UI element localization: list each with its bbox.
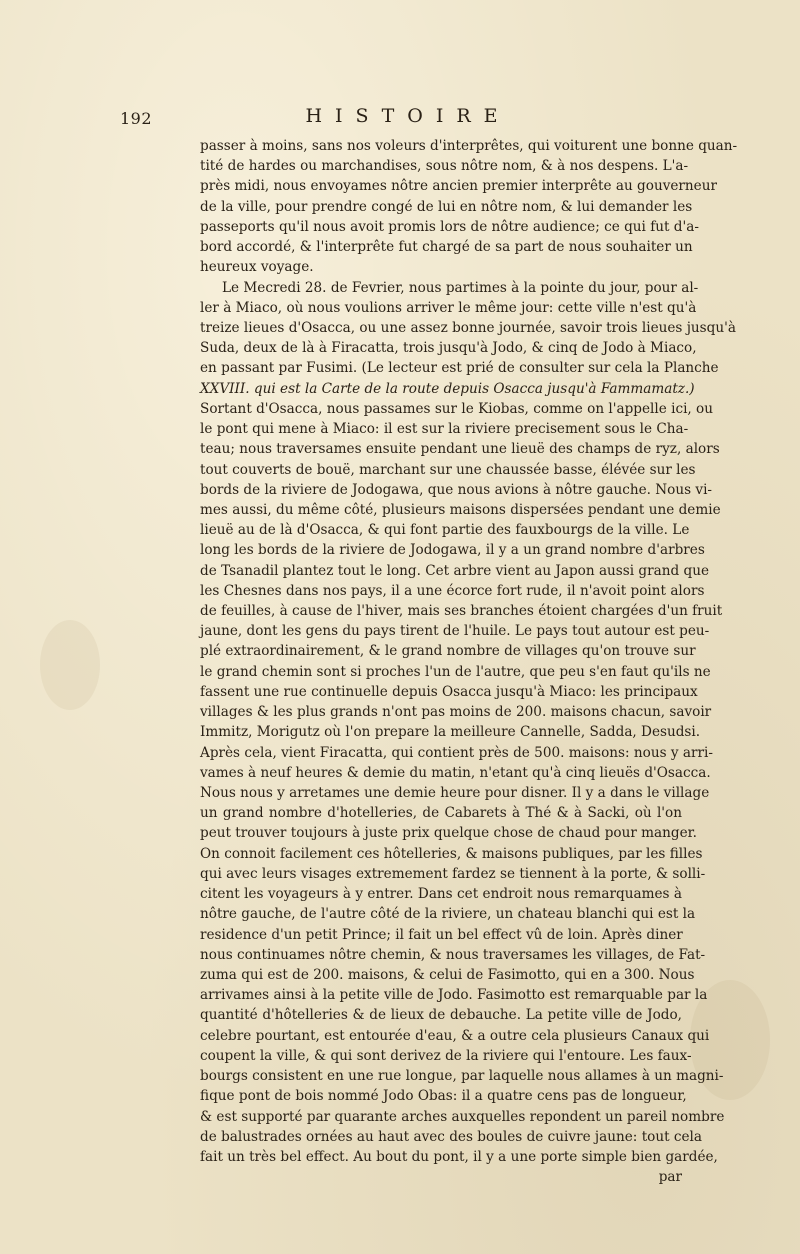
text-line: arrivames ainsi à la petite ville de Jodo. Fasimotto est remarquable par la bbox=[200, 987, 708, 1004]
text-line: tout couverts de bouë, marchant sur une chaussée basse, élévée sur les bbox=[200, 461, 696, 478]
text-line: Le Mecredi 28. de Fevrier, nous partimes à la pointe du jour, pour al- bbox=[222, 279, 699, 296]
text-line: residence d'un petit Prince; il fait un bel effect vû de loin. Après diner bbox=[200, 926, 683, 943]
text-line: teau; nous traversames ensuite pendant une lieuë des champs de ryz, alors bbox=[200, 441, 720, 458]
text-line: Sortant d'Osacca, nous passames sur le Kiobas, comme on l'appelle ici, ou bbox=[200, 400, 713, 417]
text-line: zuma qui est de 200. maisons, & celui de Fasimotto, qui en a 300. Nous bbox=[200, 966, 695, 983]
text-line: mes aussi, du même côté, plusieurs maisons dispersées pendant une demie bbox=[200, 501, 721, 518]
text-line: Nous nous y arretames une demie heure pour disner. Il y a dans le village bbox=[200, 785, 710, 801]
text-line: ler à Miaco, où nous voulions arriver le même jour: cette ville n'est qu'à bbox=[200, 299, 697, 316]
text-line: fique pont de bois nommé Jodo Obas: il a quatre cens pas de longueur, bbox=[200, 1088, 687, 1105]
text-line: tité de hardes ou marchandises, sous nôtre nom, & à nos despens. L'a- bbox=[200, 158, 689, 175]
text-line: de Tsanadil plantez tout le long. Cet arbre vient au Japon aussi grand que bbox=[200, 562, 710, 579]
running-title: HISTOIRE bbox=[305, 105, 511, 127]
text-line: de feuilles, à cause de l'hiver, mais ses branches étoient chargées d'un fruit bbox=[200, 603, 723, 620]
text-line: bords de la riviere de Jodogawa, que nous avions à nôtre gauche. Nous vi- bbox=[200, 481, 713, 498]
text-line: en passant par Fusimi. (Le lecteur est prié de consulter sur cela la Planche bbox=[200, 360, 719, 377]
text-line: On connoit facilement ces hôtelleries, & maisons publiques, par les filles bbox=[200, 845, 703, 862]
text-line: qui avec leurs visages extremement fardez se tiennent à la porte, & solli- bbox=[200, 865, 706, 882]
text-line: XXVIII. qui est la Carte de la route depuis Osacca jusqu'à Fammamatz.) bbox=[200, 380, 695, 397]
text-line: & est supporté par quarante arches auxquelles repondent un pareil nombre bbox=[200, 1108, 725, 1125]
text-line: un grand nombre d'hotelleries, de Cabarets à Thé & à Sacki, où l'on bbox=[200, 805, 682, 822]
text-line: de balustrades ornées au haut avec des boules de cuivre jaune: tout cela bbox=[200, 1128, 702, 1145]
text-line: peut trouver toujours à juste prix quelque chose de chaud pour manger. bbox=[200, 825, 697, 842]
text-line: vames à neuf heures & demie du matin, n'etant qu'à cinq lieuës d'Osacca. bbox=[200, 764, 711, 781]
text-line: bourgs consistent en une rue longue, par laquelle nous allames à un magni- bbox=[200, 1068, 724, 1085]
text-line: passer à moins, sans nos voleurs d'interprêtes, qui voiturent une bonne quan- bbox=[200, 138, 738, 154]
paper-stain bbox=[40, 620, 100, 710]
page-header bbox=[120, 105, 680, 135]
text-line: citent les voyageurs à y entrer. Dans cet endroit nous remarquames à bbox=[200, 886, 682, 903]
text-line: passeports qu'il nous avoit promis lors de nôtre audience; ce qui fut d'a- bbox=[200, 218, 699, 235]
text-line: les Chesnes dans nos pays, il a une écorce fort rude, il n'avoit point alors bbox=[200, 582, 705, 599]
text-line: bord accordé, & l'interprête fut chargé de sa part de nous souhaiter un bbox=[200, 239, 693, 256]
text-line: Après cela, vient Firacatta, qui contient près de 500. maisons: nous y arri- bbox=[200, 744, 713, 761]
text-line: long les bords de la riviere de Jodogawa, il y a un grand nombre d'arbres bbox=[200, 542, 705, 559]
text-line: coupent la ville, & qui sont derivez de la riviere qui l'entoure. Les faux- bbox=[200, 1047, 692, 1064]
page-number: 192 bbox=[120, 109, 153, 128]
text-line: près midi, nous envoyames nôtre ancien premier interprête au gouverneur bbox=[200, 178, 717, 195]
text-line: nôtre gauche, de l'autre côté de la riviere, un chateau blanchi qui est la bbox=[200, 906, 696, 923]
text-line: Suda, deux de là à Firacatta, trois jusqu'à Jodo, & cinq de Jodo à Miaco, bbox=[200, 340, 697, 357]
text-line: heureux voyage. bbox=[200, 259, 314, 276]
text-line: jaune, dont les gens du pays tirent de l'huile. Le pays tout autour est peu- bbox=[200, 623, 710, 640]
text-line: Immitz, Morigutz où l'on prepare la meilleure Cannelle, Sadda, Desudsi. bbox=[200, 724, 701, 741]
text-line: villages & les plus grands n'ont pas moins de 200. maisons chacun, savoir bbox=[200, 704, 712, 721]
text-line: nous continuames nôtre chemin, & nous traversames les villages, de Fat- bbox=[200, 946, 706, 963]
text-line: plé extraordinairement, & le grand nombre de villages qu'on trouve sur bbox=[200, 643, 696, 660]
text-line: le grand chemin sont si proches l'un de l'autre, que peu s'en faut qu'ils ne bbox=[200, 663, 711, 680]
catchword: par bbox=[658, 1169, 682, 1186]
text-line: fait un très bel effect. Au bout du pont, il y a une porte simple bien gardée, bbox=[200, 1148, 718, 1165]
text-line: celebre pourtant, est entourée d'eau, & a outre cela plusieurs Canaux qui bbox=[200, 1027, 710, 1044]
text-line: de la ville, pour prendre congé de lui en nôtre nom, & lui demander les bbox=[200, 198, 693, 215]
text-line: treize lieues d'Osacca, ou une assez bonne journée, savoir trois lieues jusqu'à bbox=[200, 319, 736, 336]
text-line: quantité d'hôtelleries & de lieux de debauche. La petite ville de Jodo, bbox=[200, 1007, 682, 1024]
text-line: le pont qui mene à Miaco: il est sur la riviere precisement sous le Cha- bbox=[200, 421, 689, 438]
body-text bbox=[200, 136, 738, 1187]
text-line: fassent une rue continuelle depuis Osacca jusqu'à Miaco: les principaux bbox=[200, 683, 698, 700]
text-line: lieuë au de là d'Osacca, & qui font partie des fauxbourgs de la ville. Le bbox=[200, 522, 690, 539]
